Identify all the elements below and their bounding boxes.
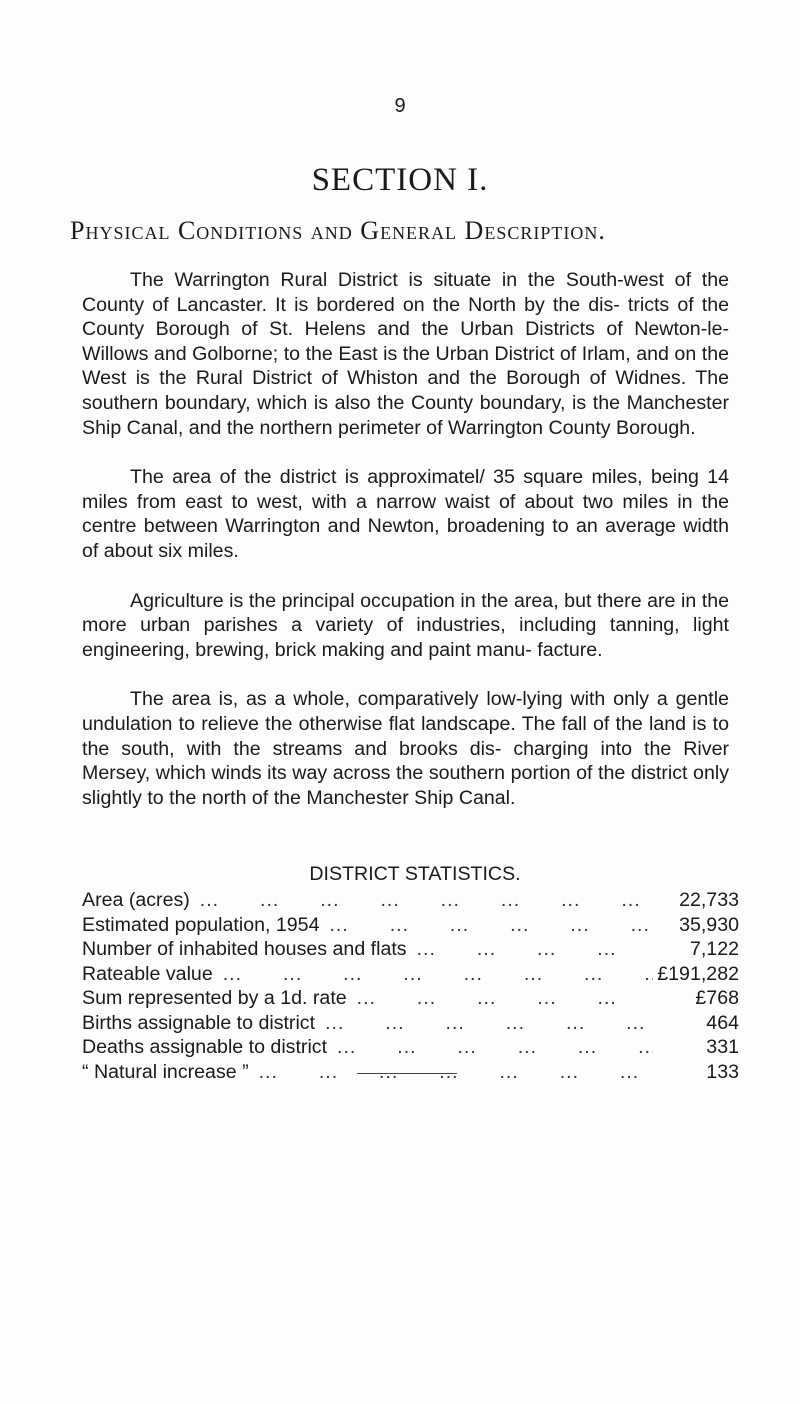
statistics-label: Number of inhabited houses and flats bbox=[82, 938, 407, 960]
dot-leader bbox=[327, 1035, 653, 1060]
statistics-value: 464 bbox=[706, 1011, 739, 1034]
body-text bbox=[82, 268, 729, 835]
statistics-row bbox=[82, 986, 739, 1011]
statistics-row bbox=[82, 962, 739, 987]
statistics-row bbox=[82, 913, 739, 938]
dot-leader bbox=[315, 1011, 653, 1036]
section-title: Physical Conditions and General Description. bbox=[70, 216, 606, 245]
statistics-row bbox=[82, 1011, 739, 1036]
paragraph-location: The Warrington Rural District is situate in the South-west of the County of Lancaster. It is bordered on the North by the dis- tricts of the County Borough of St. Helens and the Urban Districts of Newton-le-Willows and Golborne; to the East is the Urban District of Irlam, and on the West is the Rural District of Whiston and the Borough of Widnes. The southern boundary, which is also the County boundary, is the Manchester Ship Canal, and the northern perimeter of Warrington County Borough. bbox=[82, 269, 729, 439]
page-number: 9 bbox=[394, 95, 406, 117]
statistics-value: 22,733 bbox=[679, 889, 739, 911]
statistics-table bbox=[82, 888, 739, 1084]
statistics-value: 331 bbox=[706, 1036, 739, 1058]
statistics-value: £191,282 bbox=[657, 962, 739, 985]
paragraph-agriculture: Agriculture is the principal occupation in the area, but there are in the more urban parishes a variety of industries, including tanning, light engineering, brewing, brick making and paint manu- facture. bbox=[82, 589, 729, 661]
statistics-label: Births assignable to district bbox=[82, 1011, 316, 1034]
paragraph-area: The area of the district is approximatel/ 35 square miles, being 14 miles from east to west, with a narrow waist of about two miles in the centre between Warrington and Newton, broadening to an average width of about six miles. bbox=[82, 466, 729, 562]
statistics-value: 7,122 bbox=[689, 938, 739, 960]
statistics-value: 133 bbox=[706, 1060, 739, 1083]
statistics-label: Rateable value bbox=[82, 962, 213, 985]
closing-rule bbox=[357, 1073, 457, 1074]
statistics-label: Estimated population, 1954 bbox=[82, 913, 320, 936]
statistics-row bbox=[82, 888, 739, 913]
statistics-heading: DISTRICT STATISTICS. bbox=[309, 863, 521, 885]
statistics-row bbox=[82, 1060, 739, 1085]
dot-leader bbox=[249, 1060, 653, 1085]
statistics-label: Area (acres) bbox=[82, 889, 190, 911]
statistics-label: Sum represented by a 1d. rate bbox=[82, 987, 347, 1009]
dot-leader bbox=[347, 986, 653, 1011]
dot-leader bbox=[319, 913, 653, 938]
statistics-label: “ Natural increase ” bbox=[82, 1060, 249, 1083]
statistics-value: £768 bbox=[695, 987, 739, 1009]
statistics-label: Deaths assignable to district bbox=[82, 1036, 328, 1058]
section-heading: SECTION I. bbox=[311, 162, 489, 198]
statistics-row bbox=[82, 937, 739, 962]
statistics-value: 35,930 bbox=[679, 913, 739, 936]
dot-leader bbox=[213, 962, 653, 987]
statistics-row bbox=[82, 1035, 739, 1060]
dot-leader bbox=[407, 937, 653, 962]
dot-leader bbox=[190, 888, 653, 913]
paragraph-landscape: The area is, as a whole, comparatively low-lying with only a gentle undulation to relieve the otherwise flat landscape. The fall of the land is to the south, with the streams and brooks dis- charging into the River Mersey, which winds its way across the southern portion of the district only slightly to the north of the Manchester Ship Canal. bbox=[82, 688, 729, 809]
